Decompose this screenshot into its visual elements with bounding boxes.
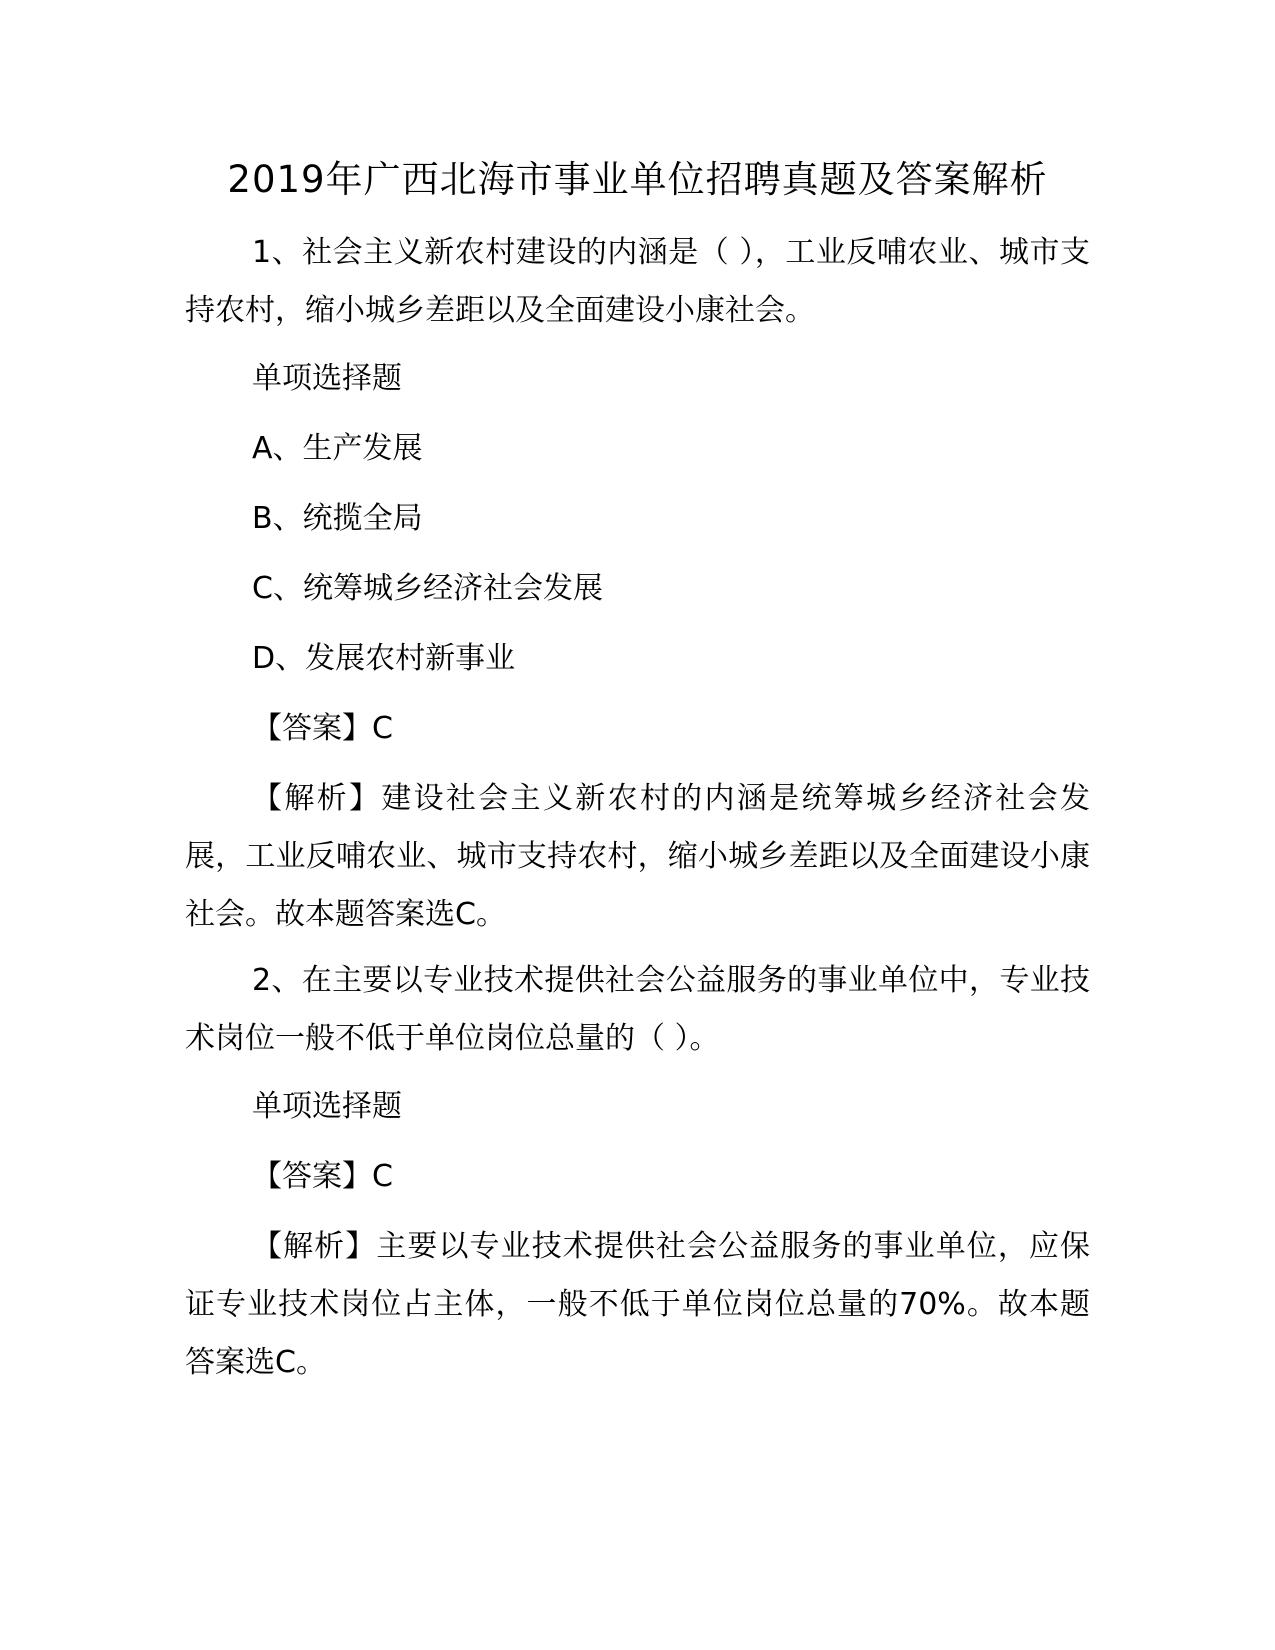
question-2-analysis-text: 主要以专业技术提供社会公益服务的事业单位，应保证专业技术岗位占主体，一般不低于单位岗位总量的70%。故本题答案选C。 [185,1229,1091,1380]
question-1-option-a: A、生产发展 [252,431,423,466]
question-1-type: 单项选择题 [252,361,402,396]
question-1-analysis-text: 建设社会主义新农村的内涵是统筹城乡经济社会发展，工业反哺农业、城市支持农村，缩小城乡差距以及全面建设小康社会。故本题答案选C。 [185,781,1091,932]
question-1-answer: 【答案】C [252,711,393,746]
question-2-type: 单项选择题 [252,1089,402,1124]
question-1-option-c: C、统筹城乡经济社会发展 [252,571,603,606]
document-title: 2019年广西北海市事业单位招聘真题及答案解析 [227,158,1048,201]
question-2-analysis-label: 【解析】 [252,1229,377,1264]
question-1-option-d: D、发展农村新事业 [252,641,516,676]
question-1 [185,224,1090,944]
question-1-analysis-label: 【解析】 [252,781,382,816]
question-2-answer: 【答案】C [252,1159,393,1194]
question-2 [185,952,1090,1392]
question-2-stem: 2、在主要以专业技术提供社会公益服务的事业单位中，专业技术岗位一般不低于单位岗位总量的（ ）。 [185,963,1090,1056]
document-content [185,150,1090,1392]
question-2-analysis [185,1218,1090,1392]
question-1-stem: 1、社会主义新农村建设的内涵是（ ），工业反哺农业、城市支持农村，缩小城乡差距以及全面建设小康社会。 [185,235,1090,328]
question-1-option-b: B、统揽全局 [252,501,423,536]
question-1-analysis [185,770,1090,944]
